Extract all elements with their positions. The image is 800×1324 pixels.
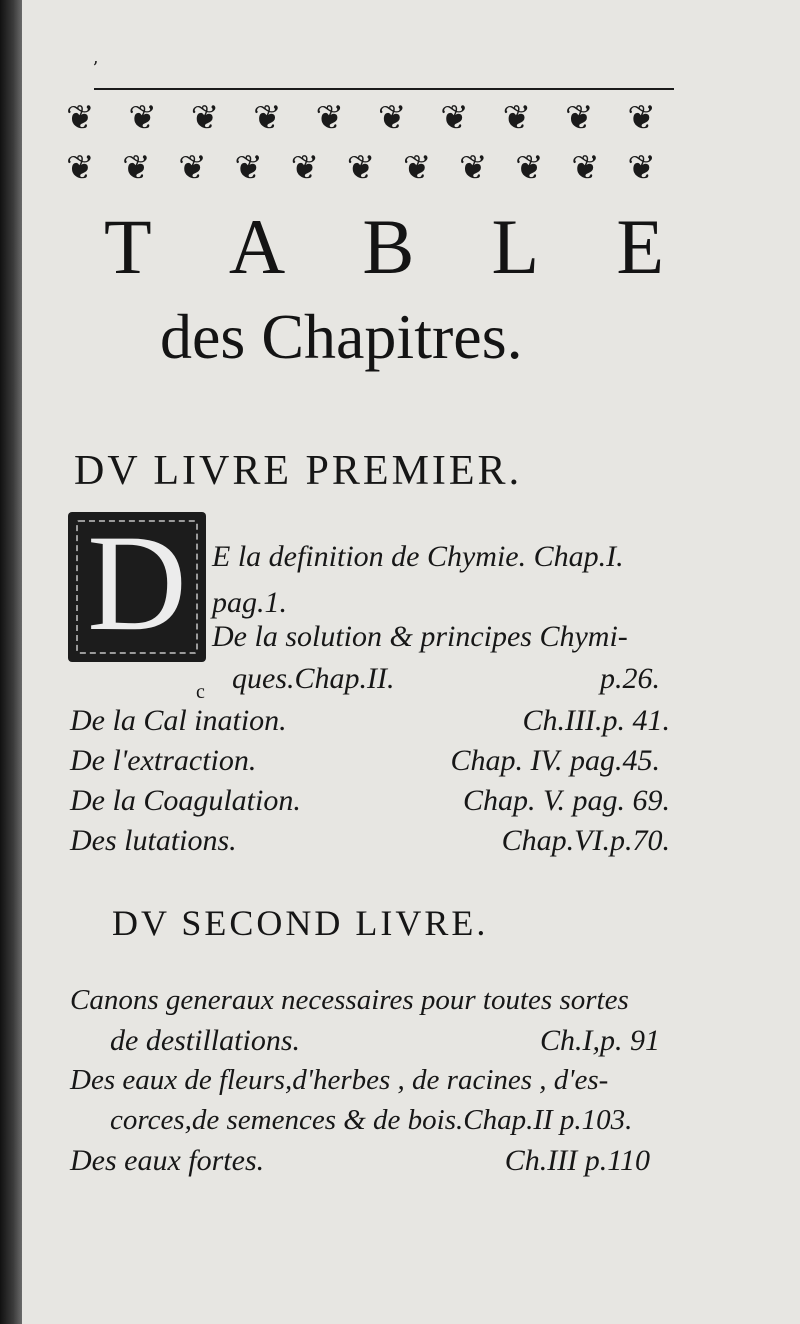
- fleuron-icon: ❦: [627, 98, 656, 138]
- title-letter: B: [362, 203, 415, 290]
- toc-page-ref: Ch.I,p. 91: [540, 1024, 660, 1057]
- fleuron-icon: ❦: [377, 98, 407, 138]
- toc-note: c: [196, 681, 205, 703]
- fleuron-icon: ❦: [66, 148, 95, 188]
- fleuron-icon: ❦: [290, 148, 320, 188]
- page-subtitle: des Chapitres.: [160, 301, 523, 372]
- fleuron-icon: ❦: [253, 98, 282, 138]
- toc-entry: De la solution & principes Chymi-: [212, 620, 628, 653]
- section-heading-second-livre: DV SECOND LIVRE.: [112, 903, 489, 943]
- fleuron-icon: ❦: [122, 148, 151, 188]
- corner-mark: ʼ: [92, 58, 98, 79]
- fleuron-icon: ❦: [234, 148, 263, 188]
- fleuron-icon: ❦: [571, 148, 600, 188]
- fleuron-icon: ❦: [440, 98, 469, 138]
- toc-entry: De l'extraction.: [70, 744, 257, 777]
- toc-page-ref: p.26.: [600, 662, 660, 695]
- toc-page-ref: Ch.III p.110: [504, 1144, 650, 1177]
- toc-entry: Des eaux de fleurs,d'herbes , de racines , d'es-: [70, 1064, 609, 1096]
- ornament-band-top: [66, 96, 656, 140]
- fleuron-icon: ❦: [565, 98, 594, 138]
- decorated-initial: [68, 506, 206, 662]
- fleuron-icon: ❦: [66, 98, 95, 138]
- toc-entry: Des lutations.: [70, 824, 237, 857]
- toc-entry: Canons generaux necessaires pour toutes sortes: [70, 984, 629, 1016]
- fleuron-icon: ❦: [315, 98, 344, 138]
- book-page: [22, 0, 800, 1324]
- section-heading-livre-premier: DV LIVRE PREMIER.: [74, 448, 523, 494]
- toc-entry: corces,de semences & de bois.Chap.II p.103.: [110, 1104, 633, 1136]
- page-title: [104, 203, 664, 290]
- fleuron-icon: ❦: [178, 148, 207, 188]
- toc-entry: Des eaux fortes.: [70, 1144, 265, 1177]
- toc-entry: ques.Chap.II.: [232, 662, 395, 695]
- toc-page-ref: Chap.VI.p.70.: [501, 824, 670, 857]
- fleuron-icon: ❦: [402, 148, 432, 188]
- title-letter: T: [104, 203, 152, 290]
- ornament-rule: [94, 88, 674, 90]
- title-letter: E: [616, 203, 664, 290]
- fleuron-icon: ❦: [346, 148, 376, 188]
- fleuron-icon: ❦: [190, 98, 220, 138]
- fleuron-icon: ❦: [502, 98, 532, 138]
- toc-entry: pag.1.: [212, 586, 287, 619]
- toc-entry: de destillations.: [110, 1024, 300, 1057]
- ornament-band-bottom: [66, 146, 656, 190]
- toc-entry: De la Coagulation.: [70, 784, 301, 817]
- title-letter: L: [491, 203, 540, 290]
- fleuron-icon: ❦: [627, 148, 656, 188]
- page-gutter-shadow: [0, 0, 22, 1324]
- toc-page-ref: Ch.III.p. 41.: [522, 704, 670, 737]
- toc-entry: De la Cal ination.: [70, 704, 287, 737]
- toc-entry: E la definition de Chymie. Chap.I.: [212, 540, 624, 573]
- toc-page-ref: Chap. V. pag. 69.: [463, 784, 670, 817]
- toc-page-ref: Chap. IV. pag.45.: [450, 744, 660, 777]
- fleuron-icon: ❦: [128, 98, 157, 138]
- title-letter: A: [228, 203, 286, 290]
- fleuron-icon: ❦: [515, 148, 544, 188]
- initial-letter: D: [87, 506, 187, 659]
- fleuron-icon: ❦: [458, 148, 488, 188]
